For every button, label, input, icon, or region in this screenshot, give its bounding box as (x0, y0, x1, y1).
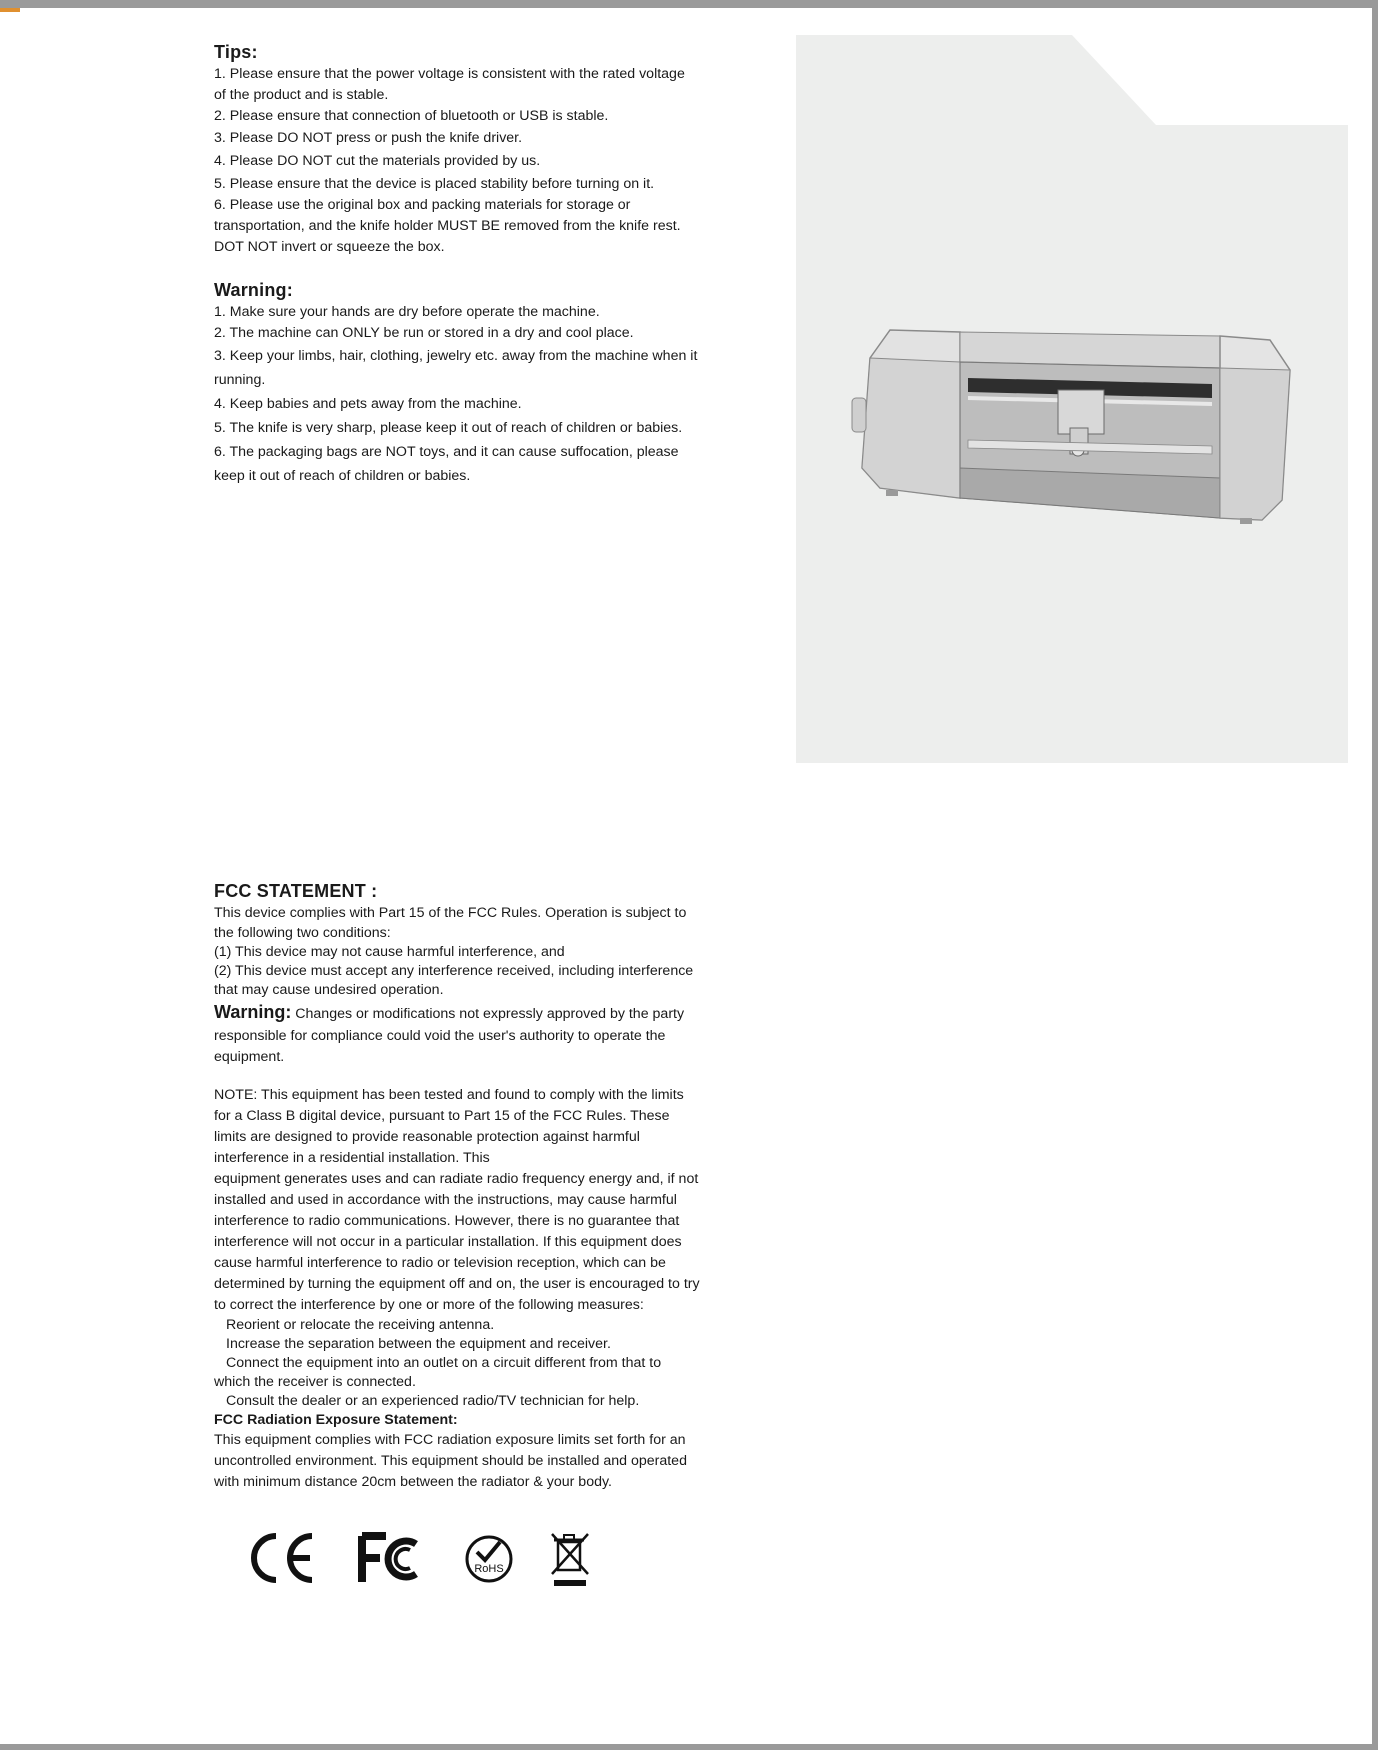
warning-heading: Warning: (214, 280, 293, 300)
fcc-note-line: limits are designed to provide reasonable protection against harmful (214, 1129, 640, 1145)
rohs-text: RoHS (474, 1563, 504, 1575)
fcc-warning-line: equipment. (214, 1049, 285, 1065)
warning-line: running. (214, 372, 266, 388)
fcc-heading: FCC STATEMENT : (214, 881, 378, 901)
warning-line: 5. The knife is very sharp, please keep it out of reach of children or babies. (214, 420, 683, 436)
fcc-radiation-line: This equipment complies with FCC radiation exposure limits set forth for an (214, 1432, 686, 1448)
fcc-warning-line (214, 1000, 744, 1026)
rohs-logo-icon (462, 1528, 516, 1588)
fcc-section (214, 879, 744, 1493)
fcc-warning-label: Warning: (214, 1002, 292, 1022)
fcc-measure-line: Consult the dealer or an experienced radio/TV technician for help. (226, 1393, 640, 1409)
fcc-radiation-heading: FCC Radiation Exposure Statement: (214, 1412, 458, 1428)
tips-line: 1. Please ensure that the power voltage is consistent with the rated voltage (214, 66, 685, 82)
fcc-radiation-line: uncontrolled environment. This equipment should be installed and operated (214, 1453, 687, 1469)
fcc-warning-line: responsible for compliance could void the user's authority to operate the (214, 1028, 666, 1044)
fcc-measure-line: Increase the separation between the equipment and receiver. (226, 1336, 611, 1352)
fcc-radiation-line: with minimum distance 20cm between the radiator & your body. (214, 1474, 612, 1490)
tips-line: DOT NOT invert or squeeze the box. (214, 239, 445, 255)
warning-line: 3. Keep your limbs, hair, clothing, jewelry etc. away from the machine when it (214, 348, 698, 364)
fcc-note-line: interference in a residential installation. This (214, 1150, 490, 1166)
warning-line: 4. Keep babies and pets away from the machine. (214, 396, 522, 412)
tips-line: 3. Please DO NOT press or push the knife driver. (214, 130, 523, 146)
fcc-measure-line: which the receiver is connected. (214, 1374, 416, 1390)
fcc-intro-line: (1) This device may not cause harmful interference, and (214, 944, 565, 960)
warning-line: 6. The packaging bags are NOT toys, and it can cause suffocation, please (214, 444, 679, 460)
fcc-intro-line: This device complies with Part 15 of the FCC Rules. Operation is subject to (214, 905, 687, 921)
document-page (0, 8, 1372, 1744)
weee-bin-icon (548, 1528, 592, 1588)
warning-line: 1. Make sure your hands are dry before operate the machine. (214, 304, 600, 320)
fcc-measure-line: Connect the equipment into an outlet on a circuit different from that to (226, 1355, 662, 1371)
tips-line: 5. Please ensure that the device is placed stability before turning on it. (214, 176, 655, 192)
tips-heading: Tips: (214, 42, 258, 62)
fcc-note-line: NOTE: This equipment has been tested and found to comply with the limits (214, 1087, 684, 1103)
certification-logos (248, 1528, 608, 1598)
fcc-intro-line: (2) This device must accept any interference received, including interference (214, 963, 694, 979)
fcc-logo-icon (358, 1528, 422, 1588)
tips-warning-section (214, 40, 744, 487)
warning-line: 2. The machine can ONLY be run or stored in a dry and cool place. (214, 325, 634, 341)
fcc-note-line: equipment generates uses and can radiate radio frequency energy and, if not (214, 1171, 699, 1187)
fcc-measure-line: Reorient or relocate the receiving antenna. (226, 1317, 495, 1333)
tips-line: 4. Please DO NOT cut the materials provided by us. (214, 153, 541, 169)
fcc-warning-text: Changes or modifications not expressly approved by the party (295, 1006, 685, 1022)
fcc-note-line: for a Class B digital device, pursuant to Part 15 of the FCC Rules. These (214, 1108, 670, 1124)
fcc-note-line: interference will not occur in a particular installation. If this equipment does (214, 1234, 682, 1250)
ce-mark-icon (248, 1528, 318, 1588)
fcc-note-line: cause harmful interference to radio or television reception, which can be (214, 1255, 666, 1271)
warning-line: keep it out of reach of children or babies. (214, 468, 471, 484)
corner-mark (0, 8, 20, 12)
cutting-machine-illustration (850, 318, 1300, 558)
fcc-intro-line: the following two conditions: (214, 925, 391, 941)
tips-line: 6. Please use the original box and packing materials for storage or (214, 197, 631, 213)
fcc-intro-line: that may cause undesired operation. (214, 982, 444, 998)
tips-line: transportation, and the knife holder MUST BE removed from the knife rest. (214, 218, 681, 234)
fcc-note-line: installed and used in accordance with the instructions, may cause harmful (214, 1192, 677, 1208)
fcc-note-line: to correct the interference by one or more of the following measures: (214, 1297, 644, 1313)
fcc-note-line: interference to radio communications. However, there is no guarantee that (214, 1213, 680, 1229)
tips-line: 2. Please ensure that connection of bluetooth or USB is stable. (214, 108, 609, 124)
fcc-note-line: determined by turning the equipment off and on, the user is encouraged to try (214, 1276, 700, 1292)
tips-line: of the product and is stable. (214, 87, 389, 103)
